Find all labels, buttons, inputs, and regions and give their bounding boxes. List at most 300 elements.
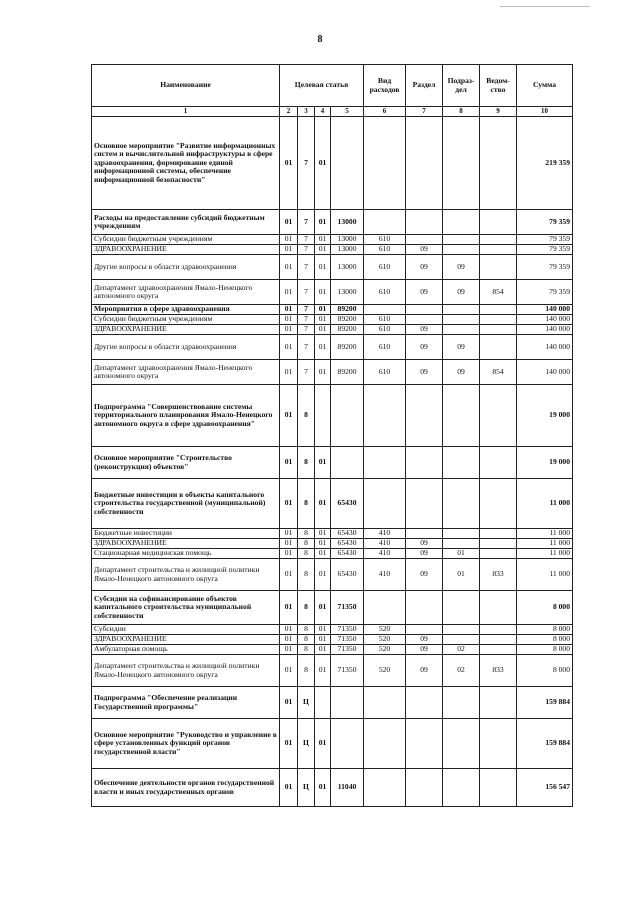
section-code: 09 (406, 280, 443, 305)
page-number: 8 (317, 34, 323, 45)
section-code (406, 117, 443, 210)
target-code-activity: 01 (315, 719, 331, 769)
target-code-direction: 71350 (331, 625, 364, 635)
row-sum: 8 000 (517, 635, 573, 645)
row-name: Мероприятия в сфере здравоохранения (92, 305, 280, 315)
target-code-activity: 01 (315, 305, 331, 315)
row-sum: 79 359 (517, 280, 573, 305)
target-code-activity: 01 (315, 210, 331, 235)
target-code-program: 01 (280, 655, 298, 687)
section-code: 09 (406, 245, 443, 255)
subsection-code (443, 769, 480, 807)
row-name: Основное мероприятие "Строительство (реконструкция) объектов" (92, 447, 280, 479)
department-code: 854 (480, 360, 517, 385)
department-code: 833 (480, 559, 517, 591)
target-code-program: 01 (280, 210, 298, 235)
target-code-direction: 89200 (331, 335, 364, 360)
row-sum: 79 359 (517, 235, 573, 245)
target-code-direction: 65430 (331, 539, 364, 549)
target-code-activity: 01 (315, 315, 331, 325)
target-code-subprogram: 7 (298, 235, 315, 245)
row-name: Подпрограмма "Совершенствование системы территориального планирования Ямало-Ненецкого автономного округа в сфере здравоохранения" (92, 385, 280, 447)
target-code-subprogram: 7 (298, 325, 315, 335)
target-code-activity: 01 (315, 635, 331, 645)
target-code-subprogram: 8 (298, 559, 315, 591)
row-sum: 79 359 (517, 245, 573, 255)
expense-type (364, 210, 406, 235)
row-name: Амбулаторная помощь (92, 645, 280, 655)
section-code (406, 385, 443, 447)
target-code-subprogram: 8 (298, 625, 315, 635)
department-code (480, 529, 517, 539)
target-code-subprogram: 8 (298, 539, 315, 549)
department-code (480, 315, 517, 325)
expense-type (364, 769, 406, 807)
target-code-subprogram: 8 (298, 549, 315, 559)
target-code-subprogram: Ц (298, 687, 315, 719)
subsection-code (443, 635, 480, 645)
expense-type (364, 687, 406, 719)
target-code-activity: 01 (315, 255, 331, 280)
expense-type: 610 (364, 245, 406, 255)
table-row (92, 210, 573, 235)
subsection-code (443, 539, 480, 549)
target-code-direction: 89200 (331, 305, 364, 315)
row-sum: 159 884 (517, 687, 573, 719)
target-code-activity: 01 (315, 655, 331, 687)
row-sum: 140 000 (517, 335, 573, 360)
table-row (92, 117, 573, 210)
row-name: Обеспечение деятельности органов государственной власти и иных государственных органов (92, 769, 280, 807)
target-code-activity: 01 (315, 280, 331, 305)
expense-type (364, 719, 406, 769)
target-code-direction: 71350 (331, 655, 364, 687)
section-code: 09 (406, 255, 443, 280)
department-code (480, 117, 517, 210)
target-code-program: 01 (280, 245, 298, 255)
target-code-direction: 11040 (331, 769, 364, 807)
column-number: 1 (92, 107, 280, 117)
target-code-activity: 01 (315, 529, 331, 539)
expense-type: 610 (364, 360, 406, 385)
target-code-subprogram: 7 (298, 117, 315, 210)
target-code-direction: 89200 (331, 360, 364, 385)
department-code (480, 549, 517, 559)
target-code-direction: 13000 (331, 245, 364, 255)
column-number: 8 (443, 107, 480, 117)
target-code-subprogram: 7 (298, 245, 315, 255)
target-code-activity: 01 (315, 117, 331, 210)
row-name: Департамент строительства и жилищной политики Ямало-Ненецкого автономного округа (92, 559, 280, 591)
department-code (480, 235, 517, 245)
department-code (480, 635, 517, 645)
subsection-code (443, 479, 480, 529)
table-row (92, 235, 573, 245)
table-row (92, 255, 573, 280)
target-code-subprogram: 7 (298, 315, 315, 325)
row-sum: 19 000 (517, 447, 573, 479)
row-sum: 159 884 (517, 719, 573, 769)
target-code-activity: 01 (315, 625, 331, 635)
row-sum: 8 000 (517, 655, 573, 687)
table-row (92, 325, 573, 335)
target-code-program: 01 (280, 335, 298, 360)
target-code-subprogram: 8 (298, 655, 315, 687)
target-code-direction (331, 719, 364, 769)
row-sum: 8 000 (517, 591, 573, 625)
row-sum: 11 000 (517, 479, 573, 529)
target-code-subprogram: Ц (298, 769, 315, 807)
expense-type: 610 (364, 280, 406, 305)
target-code-subprogram: 8 (298, 479, 315, 529)
target-code-direction: 13000 (331, 280, 364, 305)
row-sum: 8 000 (517, 625, 573, 635)
target-code-program: 01 (280, 385, 298, 447)
row-name: Департамент здравоохранения Ямало-Ненецкого автономного округа (92, 360, 280, 385)
department-code (480, 645, 517, 655)
target-code-subprogram: 7 (298, 335, 315, 360)
row-name: Департамент здравоохранения Ямало-Ненецкого автономного округа (92, 280, 280, 305)
scan-mark (500, 6, 590, 7)
expense-type: 410 (364, 539, 406, 549)
row-sum: 140 000 (517, 315, 573, 325)
target-code-program: 01 (280, 635, 298, 645)
header-target: Целевая статья (280, 65, 364, 107)
header-razdel: Раздел (406, 65, 443, 107)
row-name: Субсидии бюджетным учреждениям (92, 235, 280, 245)
row-sum: 11 000 (517, 539, 573, 549)
target-code-program: 01 (280, 719, 298, 769)
row-name: Субсидии на софинансирование объектов капитального строительства муниципальной собственности (92, 591, 280, 625)
expense-type (364, 385, 406, 447)
table-row (92, 769, 573, 807)
target-code-program: 01 (280, 235, 298, 245)
target-code-direction: 65430 (331, 549, 364, 559)
header-vedomstvo: Ведом-ство (480, 65, 517, 107)
target-code-program: 01 (280, 360, 298, 385)
header-summa: Сумма (517, 65, 573, 107)
expense-type (364, 479, 406, 529)
expense-type: 410 (364, 529, 406, 539)
target-code-activity (315, 385, 331, 447)
section-code: 09 (406, 335, 443, 360)
target-code-activity: 01 (315, 591, 331, 625)
column-number: 3 (298, 107, 315, 117)
department-code (480, 335, 517, 360)
department-code (480, 385, 517, 447)
department-code (480, 255, 517, 280)
expense-type: 610 (364, 255, 406, 280)
target-code-activity: 01 (315, 479, 331, 529)
target-code-program: 01 (280, 315, 298, 325)
table-row (92, 305, 573, 315)
table-row (92, 687, 573, 719)
department-code (480, 210, 517, 235)
column-number: 10 (517, 107, 573, 117)
row-name: Стационарная медицинская помощь (92, 549, 280, 559)
section-code (406, 315, 443, 325)
table-row (92, 591, 573, 625)
section-code (406, 235, 443, 245)
table-row (92, 635, 573, 645)
row-name: Подпрограмма "Обеспечение реализации Государственной программы" (92, 687, 280, 719)
department-code (480, 625, 517, 635)
expense-type: 520 (364, 625, 406, 635)
target-code-activity: 01 (315, 645, 331, 655)
table-row (92, 559, 573, 591)
row-sum: 8 000 (517, 645, 573, 655)
target-code-direction (331, 117, 364, 210)
target-code-direction: 13000 (331, 255, 364, 280)
row-sum: 156 547 (517, 769, 573, 807)
target-code-program: 01 (280, 479, 298, 529)
expense-type: 520 (364, 635, 406, 645)
target-code-subprogram: 8 (298, 635, 315, 645)
target-code-subprogram: 7 (298, 255, 315, 280)
section-code: 09 (406, 539, 443, 549)
section-code: 09 (406, 559, 443, 591)
target-code-subprogram: Ц (298, 719, 315, 769)
expense-type (364, 305, 406, 315)
target-code-direction: 71350 (331, 635, 364, 645)
row-name: Бюджетные инвестиции в объекты капитального строительства государственной (муниципальной) собственности (92, 479, 280, 529)
target-code-program: 01 (280, 591, 298, 625)
target-code-activity: 01 (315, 245, 331, 255)
row-sum: 19 000 (517, 385, 573, 447)
target-code-direction: 65430 (331, 529, 364, 539)
table-row (92, 315, 573, 325)
row-sum: 11 000 (517, 549, 573, 559)
target-code-subprogram: 8 (298, 645, 315, 655)
row-sum: 140 000 (517, 360, 573, 385)
table-row (92, 655, 573, 687)
target-code-direction (331, 687, 364, 719)
target-code-activity: 01 (315, 559, 331, 591)
subsection-code (443, 235, 480, 245)
target-code-program: 01 (280, 645, 298, 655)
table-row (92, 245, 573, 255)
target-code-program: 01 (280, 447, 298, 479)
target-code-subprogram: 7 (298, 280, 315, 305)
subsection-code (443, 245, 480, 255)
section-code: 09 (406, 549, 443, 559)
department-code (480, 245, 517, 255)
header-vid: Вид расходов (364, 65, 406, 107)
target-code-direction: 65430 (331, 479, 364, 529)
target-code-activity: 01 (315, 539, 331, 549)
target-code-program: 01 (280, 117, 298, 210)
department-code (480, 591, 517, 625)
target-code-direction: 89200 (331, 315, 364, 325)
target-code-program: 01 (280, 529, 298, 539)
target-code-direction: 13000 (331, 235, 364, 245)
target-code-subprogram: 8 (298, 591, 315, 625)
target-code-activity: 01 (315, 235, 331, 245)
target-code-activity: 01 (315, 549, 331, 559)
section-code (406, 769, 443, 807)
target-code-program: 01 (280, 625, 298, 635)
department-code (480, 539, 517, 549)
expense-type: 610 (364, 325, 406, 335)
department-code (480, 687, 517, 719)
target-code-direction (331, 385, 364, 447)
target-code-activity (315, 687, 331, 719)
row-name: Другие вопросы в области здравоохранения (92, 335, 280, 360)
row-name: Основное мероприятие "Руководство и управление в сфере установленных функций органов государственной власти" (92, 719, 280, 769)
department-code (480, 769, 517, 807)
target-code-program: 01 (280, 687, 298, 719)
subsection-code: 09 (443, 255, 480, 280)
row-name: ЗДРАВООХРАНЕНИЕ (92, 245, 280, 255)
subsection-code (443, 625, 480, 635)
subsection-code: 02 (443, 655, 480, 687)
target-code-program: 01 (280, 255, 298, 280)
department-code (480, 305, 517, 315)
table-row (92, 479, 573, 529)
subsection-code (443, 385, 480, 447)
subsection-code (443, 210, 480, 235)
target-code-activity: 01 (315, 447, 331, 479)
row-name: Департамент строительства и жилищной политики Ямало-Ненецкого автономного округа (92, 655, 280, 687)
row-sum: 11 000 (517, 559, 573, 591)
table-row (92, 335, 573, 360)
table-row (92, 539, 573, 549)
table-row (92, 385, 573, 447)
column-number: 9 (480, 107, 517, 117)
section-code (406, 447, 443, 479)
department-code (480, 479, 517, 529)
expense-type (364, 117, 406, 210)
target-code-subprogram: 8 (298, 447, 315, 479)
table-row (92, 360, 573, 385)
subsection-code (443, 325, 480, 335)
table-row (92, 280, 573, 305)
target-code-program: 01 (280, 769, 298, 807)
target-code-activity: 01 (315, 360, 331, 385)
expense-type: 610 (364, 335, 406, 360)
section-code (406, 719, 443, 769)
row-sum: 140 000 (517, 305, 573, 315)
target-code-program: 01 (280, 325, 298, 335)
target-code-subprogram: 7 (298, 305, 315, 315)
column-number: 6 (364, 107, 406, 117)
subsection-code: 09 (443, 335, 480, 360)
expense-type: 610 (364, 235, 406, 245)
row-sum: 79 359 (517, 210, 573, 235)
subsection-code (443, 687, 480, 719)
section-code: 09 (406, 645, 443, 655)
column-number: 2 (280, 107, 298, 117)
subsection-code: 09 (443, 280, 480, 305)
subsection-code (443, 529, 480, 539)
subsection-code: 01 (443, 549, 480, 559)
department-code (480, 325, 517, 335)
department-code (480, 719, 517, 769)
expense-type (364, 447, 406, 479)
table-row (92, 549, 573, 559)
section-code: 09 (406, 325, 443, 335)
subsection-code (443, 591, 480, 625)
target-code-direction (331, 447, 364, 479)
row-sum: 11 000 (517, 529, 573, 539)
row-name: Основное мероприятие "Развитие информационных систем и вычислительной инфраструктуры в сфере здравоохранения, формирование единой информационной системы, обеспечение информационной безопасности" (92, 117, 280, 210)
subsection-code (443, 315, 480, 325)
subsection-code (443, 719, 480, 769)
section-code (406, 529, 443, 539)
header-name: Наименование (92, 65, 280, 107)
section-code: 09 (406, 655, 443, 687)
section-code (406, 210, 443, 235)
table-row (92, 447, 573, 479)
department-code: 854 (480, 280, 517, 305)
subsection-code: 02 (443, 645, 480, 655)
target-code-subprogram: 8 (298, 385, 315, 447)
target-code-direction: 71350 (331, 645, 364, 655)
budget-table (91, 64, 573, 807)
expense-type (364, 591, 406, 625)
target-code-direction: 71350 (331, 591, 364, 625)
section-code (406, 687, 443, 719)
target-code-activity: 01 (315, 769, 331, 807)
table-row (92, 529, 573, 539)
row-sum: 219 359 (517, 117, 573, 210)
expense-type: 520 (364, 645, 406, 655)
row-name: Расходы на предоставление субсидий бюджетным учреждениям (92, 210, 280, 235)
target-code-direction: 13000 (331, 210, 364, 235)
row-name: ЗДРАВООХРАНЕНИЕ (92, 325, 280, 335)
target-code-subprogram: 7 (298, 360, 315, 385)
target-code-subprogram: 8 (298, 529, 315, 539)
expense-type: 410 (364, 559, 406, 591)
column-number-row (92, 107, 573, 117)
column-number: 7 (406, 107, 443, 117)
table-row (92, 719, 573, 769)
expense-type: 610 (364, 315, 406, 325)
row-name: Бюджетные инвестиции (92, 529, 280, 539)
subsection-code: 01 (443, 559, 480, 591)
target-code-program: 01 (280, 280, 298, 305)
subsection-code (443, 117, 480, 210)
department-code (480, 447, 517, 479)
row-sum: 140 000 (517, 325, 573, 335)
subsection-code (443, 305, 480, 315)
section-code (406, 305, 443, 315)
target-code-program: 01 (280, 559, 298, 591)
column-number: 5 (331, 107, 364, 117)
section-code (406, 479, 443, 529)
row-name: Другие вопросы в области здравоохранения (92, 255, 280, 280)
row-name: Субсидии (92, 625, 280, 635)
target-code-activity: 01 (315, 325, 331, 335)
section-code (406, 591, 443, 625)
column-number: 4 (315, 107, 331, 117)
target-code-subprogram: 7 (298, 210, 315, 235)
header-podrazdel: Подраз-дел (443, 65, 480, 107)
row-name: ЗДРАВООХРАНЕНИЕ (92, 539, 280, 549)
header-row (92, 65, 573, 107)
section-code: 09 (406, 635, 443, 645)
table-row (92, 645, 573, 655)
expense-type: 410 (364, 549, 406, 559)
target-code-program: 01 (280, 549, 298, 559)
expense-type: 520 (364, 655, 406, 687)
target-code-activity: 01 (315, 335, 331, 360)
row-sum: 79 359 (517, 255, 573, 280)
table-row (92, 625, 573, 635)
section-code (406, 625, 443, 635)
row-name: Субсидии бюджетным учреждениям (92, 315, 280, 325)
target-code-program: 01 (280, 539, 298, 549)
